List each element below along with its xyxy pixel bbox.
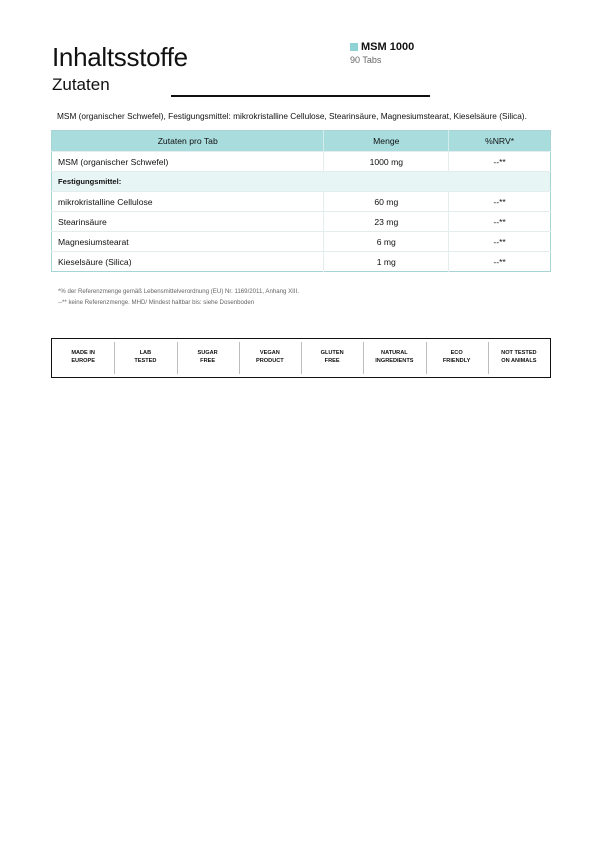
ingredient-name: Stearinsäure [52,212,324,232]
ingredient-name: MSM (organischer Schwefel) [52,152,324,172]
column-header-nrv: %NRV* [449,131,551,152]
table-row [52,252,551,272]
ingredient-nrv: --** [449,232,551,252]
ingredients-text: MSM (organischer Schwefel), Festigungsmittel: mikrokristalline Cellulose, Stearinsäure, Magnesiumstearat, Kieselsäure (Silica). [57,111,527,121]
badge-lab-tested: LAB TESTED [114,339,176,377]
ingredient-amount: 1 mg [324,252,449,272]
column-header-ingredient: Zutaten pro Tab [52,131,324,152]
page-subtitle: Zutaten [52,75,110,94]
table-row [52,192,551,212]
badge-made-in-europe: MADE IN EUROPE [71,350,95,364]
ingredient-amount: 23 mg [324,212,449,232]
ingredient-name: mikrokristalline Cellulose [52,192,324,212]
ingredient-amount: 60 mg [324,192,449,212]
table-group-row [52,172,551,192]
ingredient-nrv: --** [449,152,551,172]
badge-gluten-free: GLUTEN FREE [301,339,363,377]
badge-natural-ingredients: NATURAL INGREDIENTS [363,339,425,377]
page-title: Inhaltsstoffe [52,42,188,72]
ingredient-name: Magnesiumstearat [52,232,324,252]
table-row [52,152,551,172]
badge-vegan-product: VEGAN PRODUCT [239,339,301,377]
group-label: Festigungsmittel: [52,172,551,192]
certification-badges [51,338,551,378]
badge-sugar-free: SUGAR FREE [177,339,239,377]
color-swatch [350,43,358,51]
footnote-nrv: *% der Referenzmenge gemäß Lebensmittelverordnung (EU) Nr. 1169/2011, Anhang XIII. [58,288,299,295]
table-row [52,212,551,232]
badge-not-tested-on-animals: NOT TESTED ON ANIMALS [488,339,550,377]
footnote-reference: --** keine Referenzmenge. MHD/ Mindest haltbar bis: siehe Dosenboden [58,299,255,306]
ingredient-name: Kieselsäure (Silica) [52,252,324,272]
table-row [52,232,551,252]
column-header-amount: Menge [324,131,449,152]
badge-eco-friendly: ECO FRIENDLY [426,339,488,377]
ingredient-amount: 6 mg [324,232,449,252]
product-label [350,41,414,65]
table-header-row [52,131,551,152]
ingredient-amount: 1000 mg [324,152,449,172]
product-count: 90 Tabs [350,55,382,65]
ingredient-nrv: --** [449,252,551,272]
divider [171,95,430,97]
nutrition-table [51,130,551,272]
ingredient-nrv: --** [449,192,551,212]
product-name: MSM 1000 [361,41,415,53]
ingredient-nrv: --** [449,212,551,232]
